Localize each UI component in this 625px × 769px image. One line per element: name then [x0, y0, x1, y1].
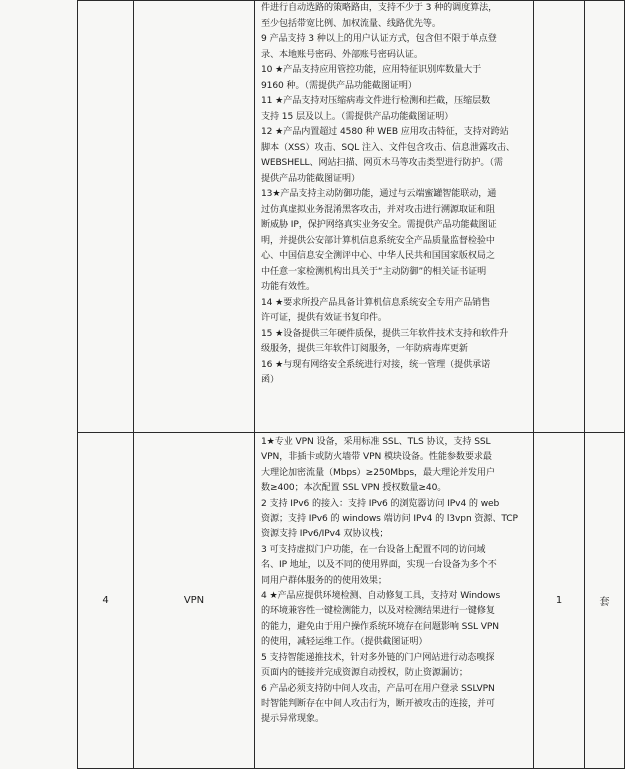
spec-line: VPN，非插卡或防火墙带 VPN 模块设备。性能参数要求最: [261, 452, 492, 463]
spec-line: 16 ★与现有网络安全系统进行对接，统一管理（提供承诺: [261, 359, 491, 370]
spec-line: 6 产品必须支持防中间人攻击，产品可在用户登录 SSLVPN: [261, 683, 495, 694]
spec-line: 心、中国信息安全测评中心、中华人民共和国国家版权局之: [261, 251, 495, 261]
spec-line: 功能有效性。: [261, 282, 315, 292]
quantity-cell: 1: [534, 433, 585, 769]
spec-line: 脚本（XSS）攻击、SQL 注入、文件包含攻击、信息泄露攻击、: [261, 142, 515, 153]
spec-line: 5 支持智能递推技术，针对多外链的门户网站进行动态嗅探: [261, 652, 495, 663]
spec-line: 9160 种。（需提供产品功能截图证明）: [261, 80, 417, 91]
spec-line: 15 ★设备提供三年硬件质保，提供三年软件技术支持和软件升: [261, 328, 509, 339]
spec-line: 级服务，提供三年软件订阅服务，一年防病毒库更新: [261, 344, 468, 354]
spec-line: 函）: [261, 375, 279, 385]
spec-line: 数≥400；本次配置 SSL VPN 授权数量≥40。: [261, 483, 447, 494]
item-name-cell: [134, 1, 255, 433]
spec-line: 资源；支持 IPv6 的 windows 端访问 IPv4 的 l3vpn 资源、TCP: [261, 514, 518, 525]
unit-cell: 套: [585, 433, 625, 769]
spec-line: 明，并提供公安部计算机信息系统安全产品质量监督检验中: [261, 235, 495, 246]
item-number-cell: 4: [78, 433, 134, 769]
spec-line: 4 ★产品应提供环境检测、自动修复工具，支持对 Windows: [261, 591, 501, 602]
spec-line: 13★产品支持主动防御功能，通过与云端蜜罐智能联动，通: [261, 189, 497, 199]
spec-line: 过仿真虚拟业务混淆黑客攻击，并对攻击进行溯源取证和阻: [261, 204, 495, 215]
spec-line: 名、IP 地址，以及不同的使用界面，实现一台设备为多个不: [261, 560, 497, 571]
spec-line: 的能力，避免由于用户操作系统环境存在问题影响 SSL VPN: [261, 621, 499, 632]
spec-line: 中任意一家检测机构出具关于“主动防御”的相关证书证明: [261, 266, 487, 277]
spec-line: 支持 15 层及以上。（需提供产品功能截图证明）: [261, 111, 454, 122]
spec-cell: [255, 1, 534, 433]
unit-cell: [585, 1, 625, 433]
table-row: [78, 433, 625, 769]
spec-cell: [255, 433, 534, 769]
spec-line: 1★专业 VPN 设备，采用标准 SSL、TLS 协议，支持 SSL: [261, 437, 491, 447]
spec-line: 资源支持 IPv6/IPv4 双协议栈；: [261, 529, 389, 540]
spec-line: 断威胁 IP，保护网络真实业务安全。需提供产品功能截图证: [261, 220, 497, 230]
spec-line: 9 产品支持 3 种以上的用户认证方式，包含但不限于单点登: [261, 34, 497, 44]
spec-line: 的环境兼容性一键检测能力，以及对检测结果进行一键修复: [261, 606, 495, 617]
spec-line: 大理论加密流量（Mbps）≥250Mbps，最大理论并发用户: [261, 467, 495, 478]
spec-line: 11 ★产品支持对压缩病毒文件进行检测和拦截，压缩层数: [261, 96, 491, 106]
spec-line: 14 ★要求所投产品具备计算机信息系统安全专用产品销售: [261, 297, 491, 308]
spec-line: 许可证，提供有效证书复印件。: [261, 313, 387, 323]
spec-line: 至少包括带宽比例、加权流量、线路优先等。: [261, 18, 441, 29]
spec-line: 时智能判断存在中间人攻击行为，断开被攻击的连接，并可: [261, 698, 495, 709]
spec-line: 2 支持 IPv6 的接入：支持 IPv6 的浏览器访问 IPv4 的 web: [261, 498, 500, 509]
table-row: [78, 1, 625, 433]
spec-line: 10 ★产品支持应用管控功能，应用特征识别库数量大于: [261, 65, 482, 75]
quantity-cell: [534, 1, 585, 433]
spec-line: 同用户群体服务的的使用效果；: [261, 575, 387, 586]
item-number-cell: [78, 1, 134, 433]
spec-line: 件进行自动选路的策略路由，支持不少于 3 种的调度算法，: [261, 3, 498, 13]
spec-line: 提供产品功能截图证明）: [261, 173, 360, 184]
item-name-cell: VPN: [134, 433, 255, 769]
spec-line: 页面内的链接并完成资源自动授权，防止资源漏访；: [261, 668, 468, 679]
spec-line: 的使用，减轻运维工作。（提供截图证明）: [261, 637, 428, 648]
spec-table: [77, 0, 625, 769]
spec-line: WEBSHELL、网站扫描、网页木马等攻击类型进行防护。（需: [261, 158, 503, 168]
spec-line: 提示异常现象。: [261, 714, 324, 725]
spec-line: 3 可支持虚拟门户功能，在一台设备上配置不同的访问域: [261, 544, 486, 555]
spec-line: 录、本地账号密码、外部账号密码认证。: [261, 49, 423, 60]
spec-line: 12 ★产品内置超过 4580 种 WEB 应用攻击特征，支持对跨站: [261, 127, 509, 137]
